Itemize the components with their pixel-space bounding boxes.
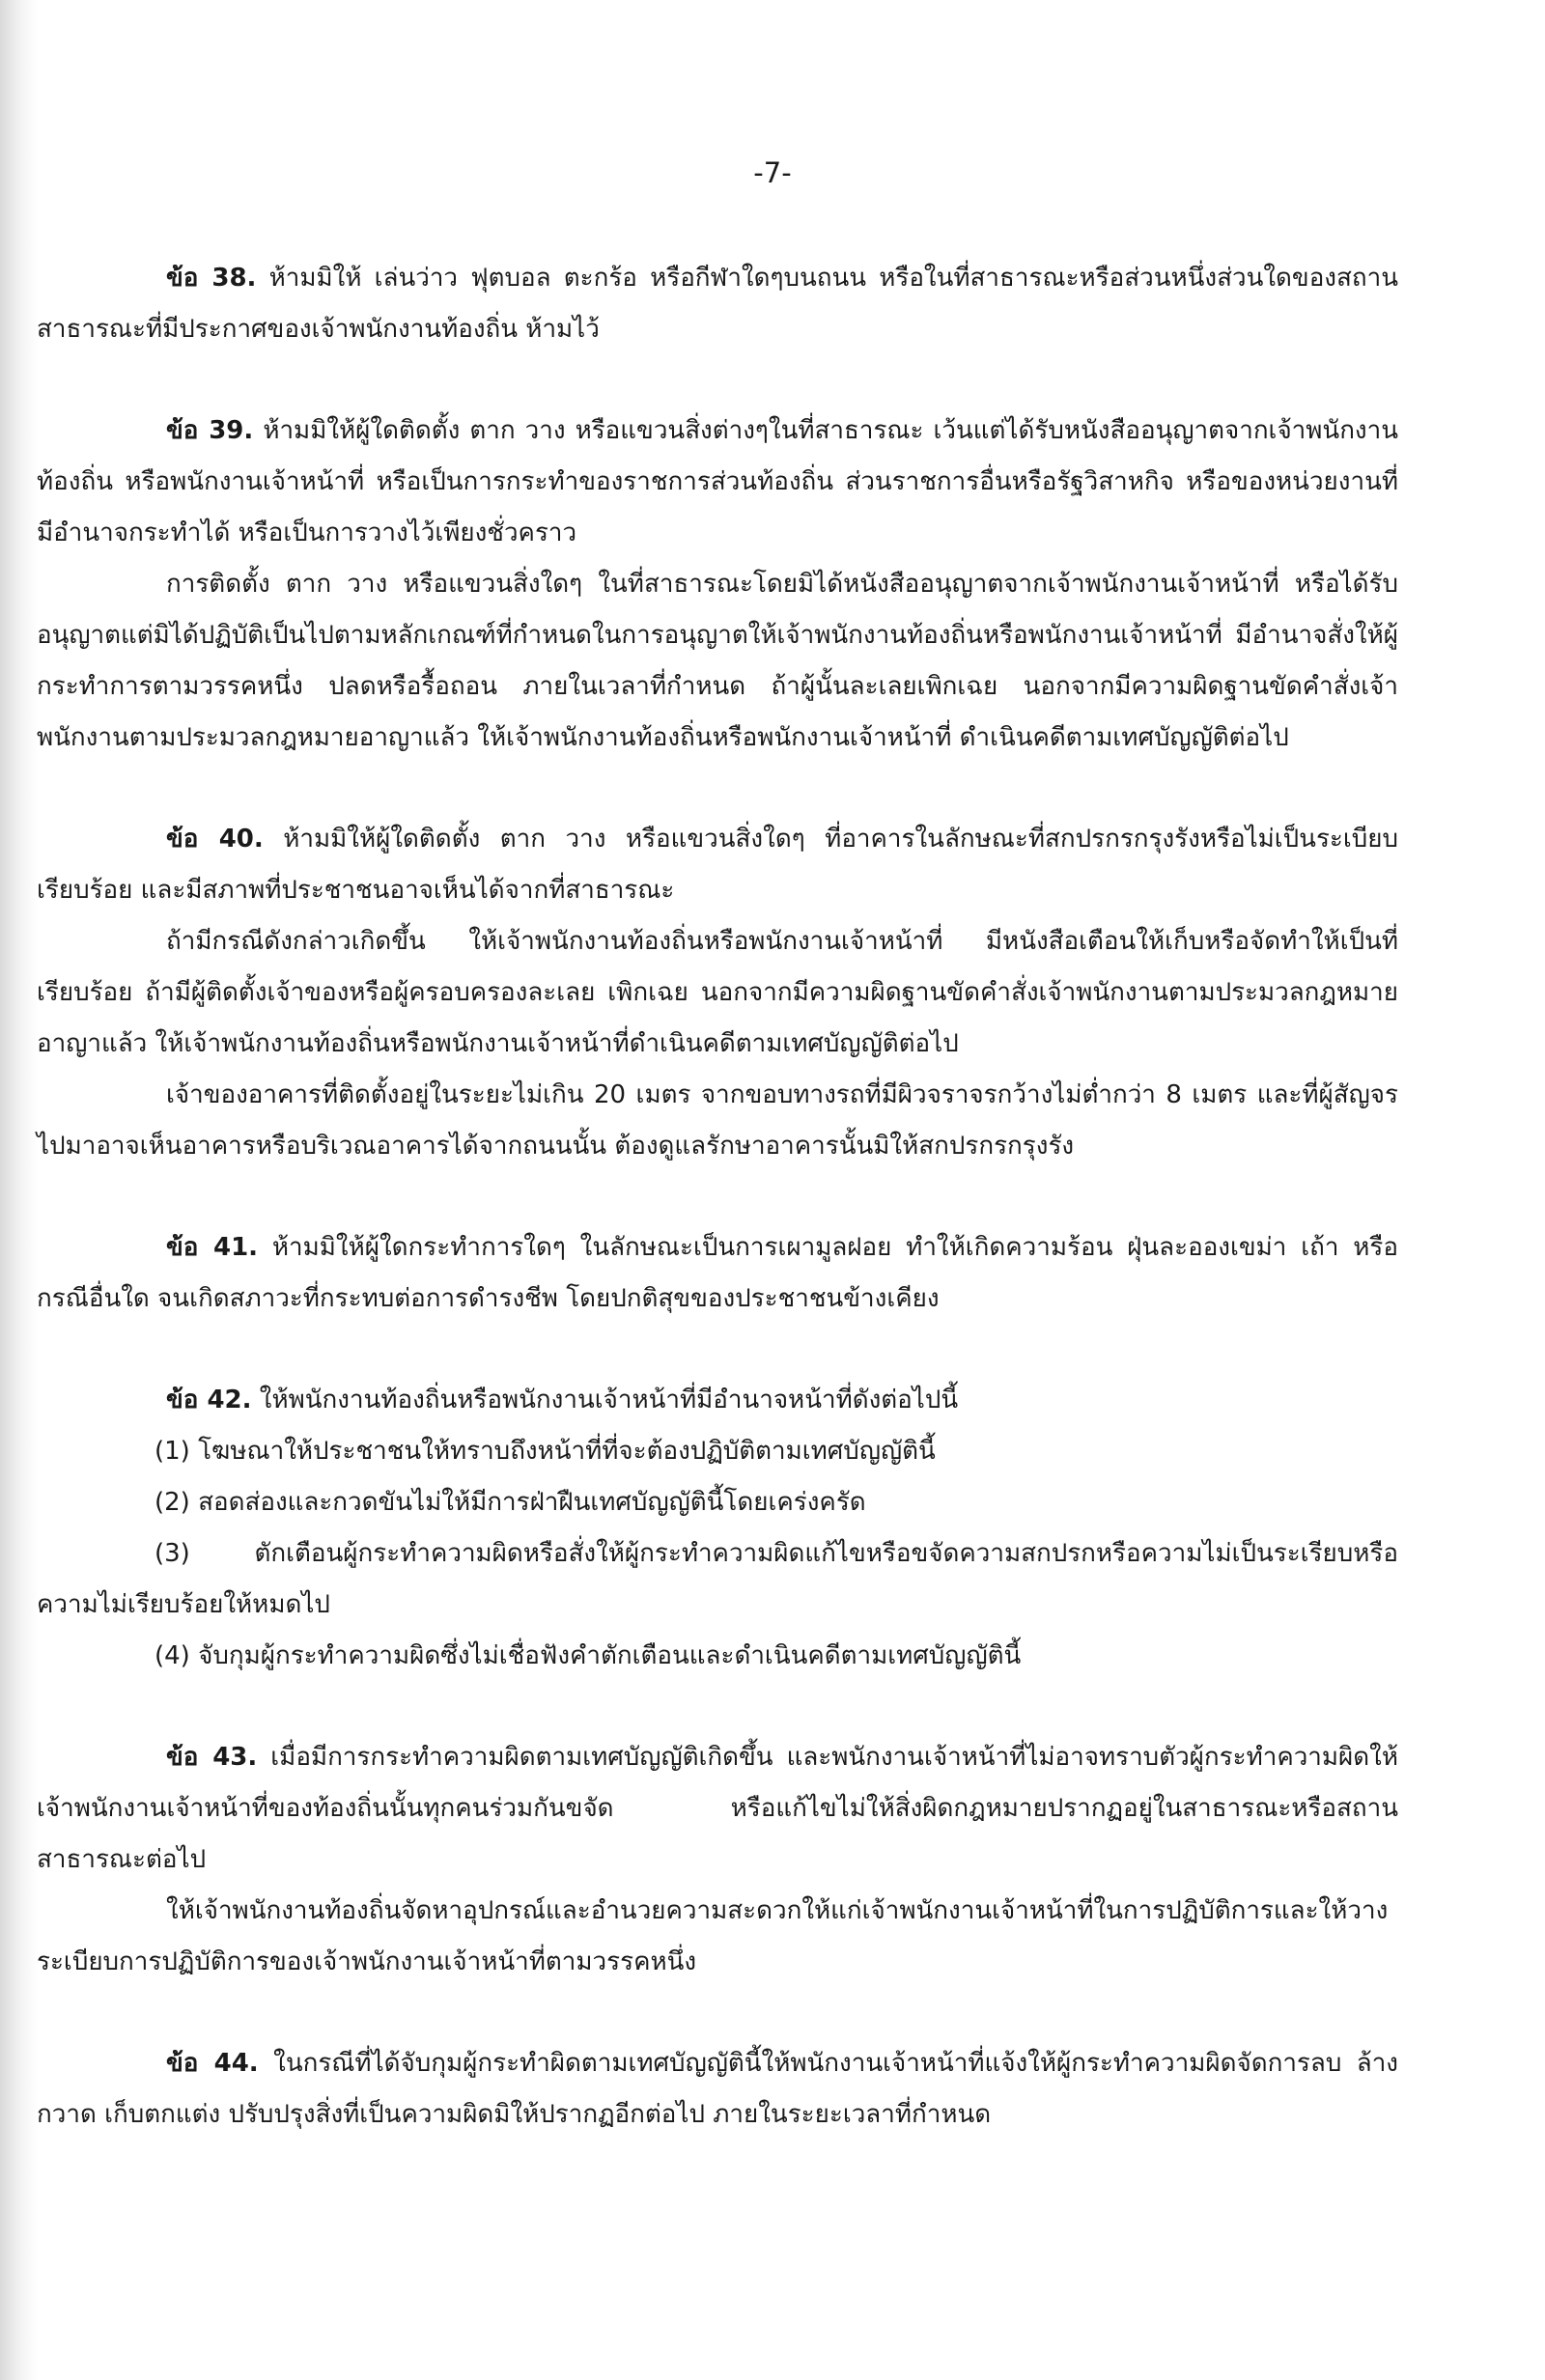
- document-body: [37, 253, 1398, 2141]
- section-39-paragraph-2: การติดตั้ง ตาก วาง หรือแขวนสิ่งใดๆ ในที่สาธารณะโดยมิได้หนังสืออนุญาตจากเจ้าพนักงานเจ้าหน้าที่ หรือได้รับอนุญาตแต่มิได้ปฏิบัติเป็นไปตามหลักเกณฑ์ที่กำหนดในการอนุญาตให้เจ้าพนักงานท้องถิ่นหรือพนักงานเจ้าหน้าที่ มีอำนาจสั่งให้ผู้กระทำการตามวรรคหนึ่ง ปลดหรือรื้อถอน ภายในเวลาที่กำหนด ถ้าผู้นั้นละเลยเพิกเฉย นอกจากมีความผิดฐานขัดคำสั่งเจ้าพนักงานตามประมวลกฎหมายอาญาแล้ว ให้เจ้าพนักงานท้องถิ่นหรือพนักงานเจ้าหน้าที่ ดำเนินคดีตามเทศบัญญัติต่อไป: [37, 570, 1398, 752]
- section-41: [37, 1222, 1398, 1325]
- section-42-item-3: (3) ตักเตือนผู้กระทำความผิดหรือสั่งให้ผู้กระทำความผิดแก้ไขหรือขจัดความสกปรกหรือความไม่เป็นระเรียบหรือความไม่เรียบร้อยให้หมดไป: [37, 1539, 1398, 1619]
- section-44: [37, 2038, 1398, 2141]
- section-40: [37, 814, 1398, 1172]
- section-44-paragraph-1: [37, 2038, 1398, 2141]
- section-42-item-2: (2) สอดส่องและกวดขันไม่ให้มีการฝ่าฝืนเทศบัญญัตินี้โดยเคร่งครัด: [154, 1488, 866, 1517]
- section-38-text-1: ห้ามมิให้ เล่นว่าว ฟุตบอล ตะกร้อ หรือกีฬาใดๆบนถนน หรือในที่สาธารณะหรือส่วนหนึ่งส่วนใดของสถานสาธารณะที่มีประกาศของเจ้าพนักงานท้องถิ่น ห้ามไว้: [37, 264, 1398, 344]
- section-40-paragraph-3: เจ้าของอาคารที่ติดตั้งอยู่ในระยะไม่เกิน 20 เมตร จากขอบทางรถที่มีผิวจราจรกว้างไม่ต่ำกว่า 8 เมตร และที่ผู้สัญจรไปมาอาจเห็นอาคารหรือบริเวณอาคารได้จากถนนนั้น ต้องดูแลรักษาอาคารนั้นมิให้สกปรกรกรุงรัง: [37, 1080, 1398, 1161]
- section-41-label: ข้อ 41.: [166, 1233, 259, 1262]
- section-42-text-1: ให้พนักงานท้องถิ่นหรือพนักงานเจ้าหน้าที่มีอำนาจหน้าที่ดังต่อไปนี้: [251, 1386, 959, 1414]
- section-43: [37, 1732, 1398, 1988]
- section-42-paragraph-1: [37, 1375, 1398, 1426]
- section-38: [37, 253, 1398, 355]
- section-39-paragraph-1: [37, 406, 1398, 559]
- section-43-paragraph-1: [37, 1732, 1398, 1886]
- section-40-paragraph-2: ถ้ามีกรณีดังกล่าวเกิดขึ้น ให้เจ้าพนักงานท้องถิ่นหรือพนักงานเจ้าหน้าที่ มีหนังสือเตือนให้เก็บหรือจัดทำให้เป็นที่เรียบร้อย ถ้ามีผู้ติดตั้งเจ้าของหรือผู้ครอบครองละเลย เพิกเฉย นอกจากมีความผิดฐานขัดคำสั่งเจ้าพนักงานตามประมวลกฎหมายอาญาแล้ว ให้เจ้าพนักงานท้องถิ่นหรือพนักงานเจ้าหน้าที่ดำเนินคดีตามเทศบัญญัติต่อไป: [37, 927, 1398, 1058]
- page-number: -7-: [753, 156, 792, 189]
- section-39-label: ข้อ 39.: [166, 416, 254, 445]
- section-42: [37, 1375, 1398, 1682]
- section-43-text-1: เมื่อมีการกระทำความผิดตามเทศบัญญัติเกิดขึ้น และพนักงานเจ้าหน้าที่ไม่อาจทราบตัวผู้กระทำความผิดให้เจ้าพนักงานเจ้าหน้าที่ของท้องถิ่นนั้นทุกคนร่วมกันขจัด หรือแก้ไขไม่ให้สิ่งผิดกฎหมายปรากฏอยู่ในสาธารณะหรือสถานสาธารณะต่อไป: [37, 1743, 1399, 1874]
- section-40-text-1: ห้ามมิให้ผู้ใดติดตั้ง ตาก วาง หรือแขวนสิ่งใดๆ ที่อาคารในลักษณะที่สกปรกรกรุงรังหรือไม่เป็นระเบียบเรียบร้อย และมีสภาพที่ประชาชนอาจเห็นได้จากที่สาธารณะ: [37, 825, 1399, 905]
- section-43-paragraph-2: ให้เจ้าพนักงานท้องถิ่นจัดหาอุปกรณ์และอำนวยความสะดวกให้แก่เจ้าพนักงานเจ้าหน้าที่ในการปฏิบัติการและให้วางระเบียบการปฏิบัติการของเจ้าพนักงานเจ้าหน้าที่ตามวรรคหนึ่ง: [37, 1896, 1389, 1976]
- section-41-text-1: ห้ามมิให้ผู้ใดกระทำการใดๆ ในลักษณะเป็นการเผามูลฝอย ทำให้เกิดความร้อน ฝุ่นละอองเขม่า เถ้า หรือกรณีอื่นใด จนเกิดสภาวะที่กระทบต่อการดำรงชีพ โดยปกติสุขของประชาชนข้างเคียง: [37, 1233, 1398, 1313]
- section-43-label: ข้อ 43.: [166, 1743, 258, 1772]
- section-42-label: ข้อ 42.: [166, 1386, 252, 1414]
- section-39-text-1: ห้ามมิให้ผู้ใดติดตั้ง ตาก วาง หรือแขวนสิ่งต่างๆในที่สาธารณะ เว้นแต่ได้รับหนังสืออนุญาตจากเจ้าพนักงานท้องถิ่น หรือพนักงานเจ้าหน้าที่ หรือเป็นการกระทำของราชการส่วนท้องถิ่น ส่วนราชการอื่นหรือรัฐวิสาหกิจ หรือของหน่วยงานที่มีอำนาจกระทำได้ หรือเป็นการวางไว้เพียงชั่วคราว: [37, 416, 1399, 547]
- section-44-label: ข้อ 44.: [166, 2049, 259, 2078]
- section-40-paragraph-1: [37, 814, 1398, 916]
- section-44-text-1: ในกรณีที่ได้จับกุมผู้กระทำผิดตามเทศบัญญัตินี้ให้พนักงานเจ้าหน้าที่แจ้งให้ผู้กระทำความผิดจัดการลบ ล้าง กวาด เก็บตกแต่ง ปรับปรุงสิ่งที่เป็นความผิดมิให้ปรากฏอีกต่อไป ภายในระยะเวลาที่กำหนด: [37, 2049, 1399, 2129]
- section-39: [37, 406, 1398, 764]
- section-42-item-4: (4) จับกุมผู้กระทำความผิดซึ่งไม่เชื่อฟังคำตักเตือนและดำเนินคดีตามเทศบัญญัตินี้: [154, 1641, 1022, 1670]
- section-42-item-1: (1) โฆษณาให้ประชาชนให้ทราบถึงหน้าที่ที่จะต้องปฏิบัติตามเทศบัญญัตินี้: [154, 1437, 936, 1466]
- section-41-paragraph-1: [37, 1222, 1398, 1325]
- section-38-paragraph-1: [37, 253, 1398, 355]
- section-38-label: ข้อ 38.: [166, 264, 257, 293]
- section-40-label: ข้อ 40.: [166, 825, 264, 854]
